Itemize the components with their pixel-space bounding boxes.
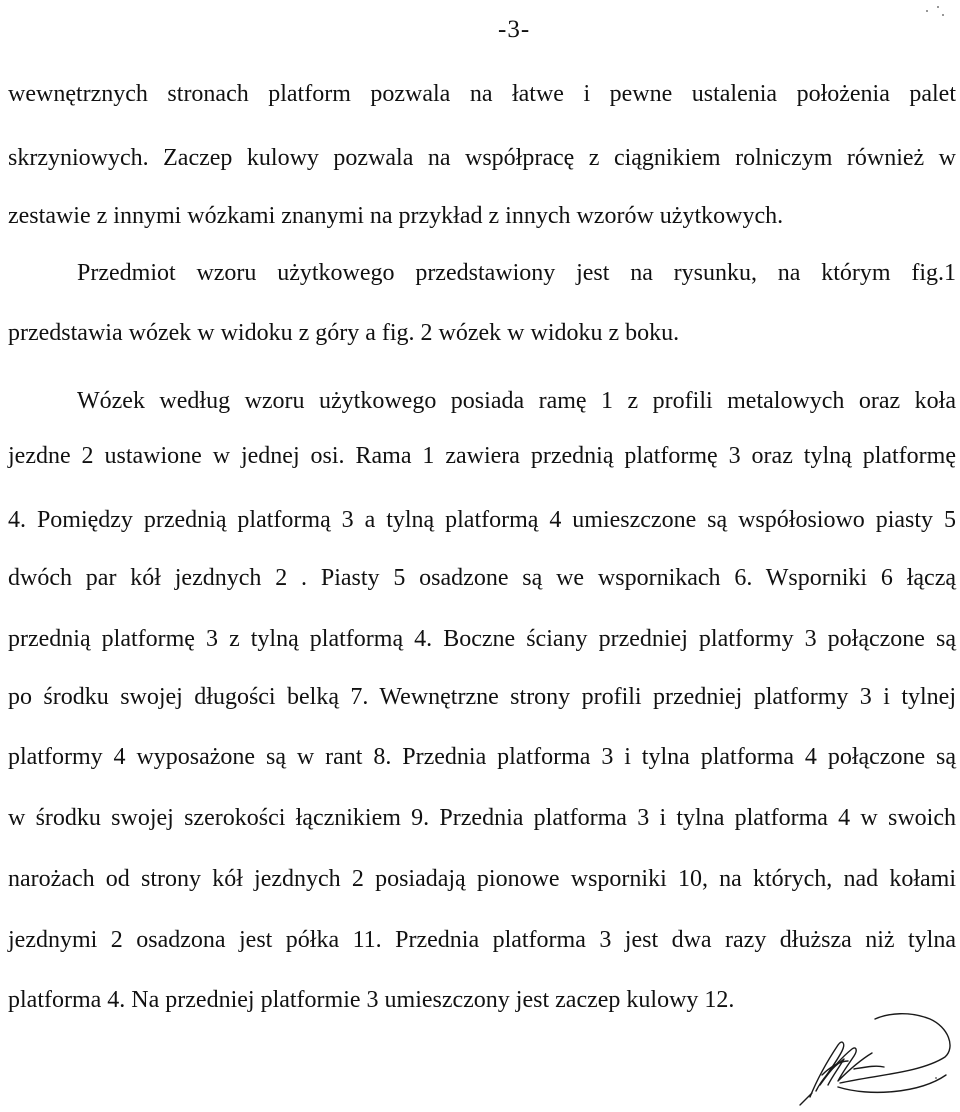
text-line-6: Wózek według wzoru użytkowego posiada ramę 1 z profili metalowych oraz koła <box>77 388 956 414</box>
text-line-11: po środku swojej długości belką 7. Wewnętrzne strony profili przedniej platformy 3 i tylnej <box>8 684 956 710</box>
scan-speck <box>937 6 939 8</box>
text-line-15: jezdnymi 2 osadzona jest półka 11. Przednia platforma 3 jest dwa razy dłuższa niż tylna <box>8 927 956 953</box>
text-line-16: platforma 4. Na przedniej platformie 3 umieszczony jest zaczep kulowy 12. <box>8 987 735 1013</box>
scan-speck <box>942 14 944 16</box>
text-line-13: w środku swojej szerokości łącznikiem 9. Przednia platforma 3 i tylna platforma 4 w swoich <box>8 805 956 831</box>
text-line-14: narożach od strony kół jezdnych 2 posiadają pionowe wsporniki 10, na których, nad kołami <box>8 866 956 892</box>
text-line-12: platformy 4 wyposażone są w rant 8. Przednia platforma 3 i tylna platforma 4 połączone są <box>8 744 956 770</box>
scan-speck <box>926 10 928 12</box>
signature-icon <box>780 1005 955 1110</box>
text-line-1: wewnętrznych stronach platform pozwala na łatwe i pewne ustalenia położenia palet <box>8 81 956 107</box>
scan-speck <box>935 1077 937 1079</box>
text-line-8: 4. Pomiędzy przednią platformą 3 a tylną platformą 4 umieszczone są współosiowo piasty 5 <box>8 507 956 533</box>
text-line-7: jezdne 2 ustawione w jednej osi. Rama 1 zawiera przednią platformę 3 oraz tylną platformę <box>8 443 956 469</box>
text-line-4: Przedmiot wzoru użytkowego przedstawiony jest na rysunku, na którym fig.1 <box>77 260 956 286</box>
text-line-3: zestawie z innymi wózkami znanymi na przykład z innych wzorów użytkowych. <box>8 203 784 229</box>
text-line-9: dwóch par kół jezdnych 2 . Piasty 5 osadzone są we wspornikach 6. Wsporniki 6 łączą <box>8 565 956 591</box>
page-number: -3- <box>498 16 531 43</box>
text-line-2: skrzyniowych. Zaczep kulowy pozwala na współpracę z ciągnikiem rolniczym również w <box>8 145 956 171</box>
text-line-5: przedstawia wózek w widoku z góry a fig. 2 wózek w widoku z boku. <box>8 320 680 346</box>
text-line-10: przednią platformę 3 z tylną platformą 4. Boczne ściany przedniej platformy 3 połączone są <box>8 626 956 652</box>
